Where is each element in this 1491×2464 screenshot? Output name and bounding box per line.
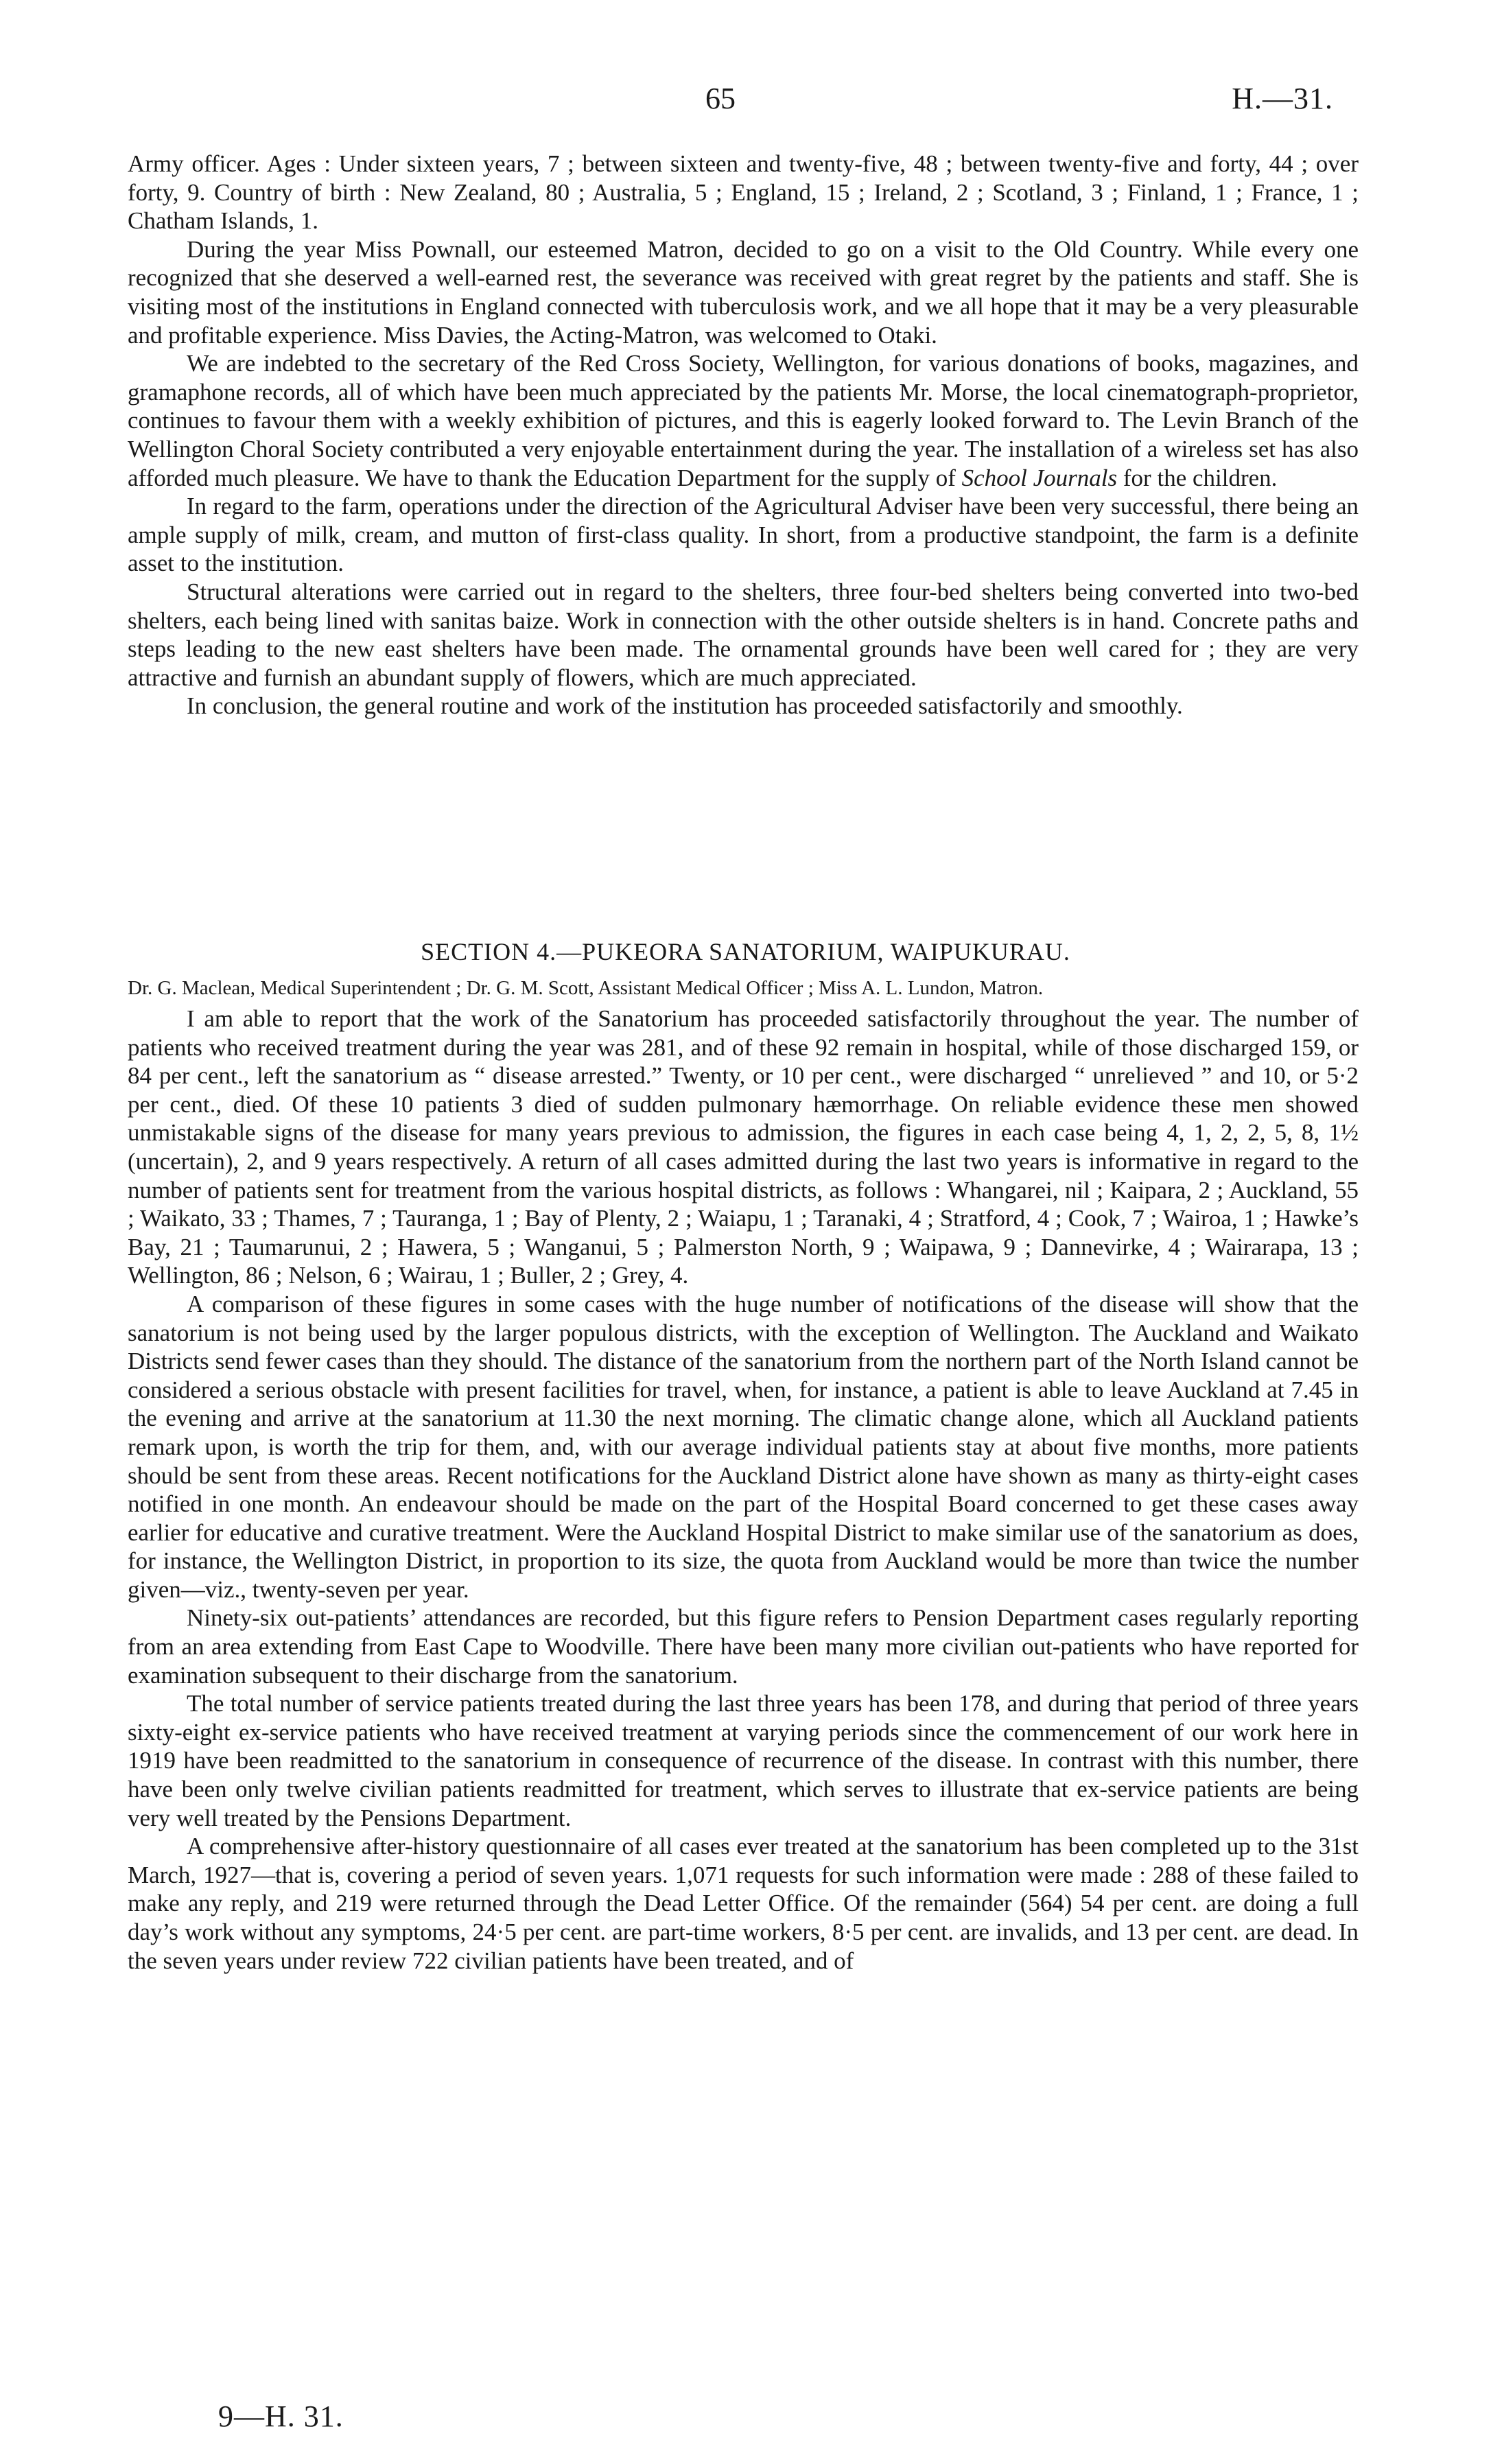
paragraph: Structural alterations were carried out in regard to the shelters, three four-bed shelters being converted into two-bed shelters, each being lined with sanitas baize. Work in connection with the other outside shelters is in hand. Concrete paths and steps leading to the new east shelters have been made. The ornamental grounds have been well cared for ; they are very attractive and furnish an abundant supply of flowers, which are much appreciated. <box>128 578 1359 691</box>
paragraph: A comparison of these figures in some cases with the huge number of notifications of the disease will show that the sanatorium is not being used by the larger populous districts, with the exception of Wellington. The Auckland and Waikato Districts send fewer cases than they should. The distance of the sanatorium from the northern part of the North Island cannot be considered a serious obstacle with present facilities for travel, when, for instance, a patient is able to leave Auckland at 7.45 in the evening and arrive at the sanatorium at 11.30 the next morning. The climatic change alone, which all Auckland patients remark upon, is worth the trip for them, and, with our average individual patients stay at about five months, more patients should be sent from these areas. Recent notifications for the Auckland District alone have shown as many as thirty-eight cases notified in one month. An endeavour should be made on the part of the Hospital Board concerned to get these cases away earlier for educative and curative treatment. Were the Auckland Hospital District to make similar use of the sanatorium as does, for instance, the Wellington District, in proportion to its size, the quota from Auckland would be more than twice the number given—viz., twenty-seven per year. <box>128 1290 1359 1603</box>
paragraph: I am able to report that the work of the Sanatorium has proceeded satisfactorily throughout the year. The number of patients who received treatment during the year was 281, and of these 92 remain in hospital, while of those discharged 159, or 84 per cent., left the sanatorium as “ disease arrested.” Twenty, or 10 per cent., were discharged “ unrelieved ” and 10, or 5·2 per cent., died. Of these 10 patients 3 died of sudden pulmonary hæmorrhage. On reliable evidence these men showed unmistakable signs of the disease for many years previous to admission, the figures in each case being 4, 1, 2, 2, 5, 8, 1½ (uncertain), 2, and 9 years respectively. A return of all cases admitted during the last two years is informative in regard to the number of patients sent for treatment from the various hospital districts, as follows : Whangarei, nil ; Kaipara, 2 ; Auckland, 55 ; Waikato, 33 ; Thames, 7 ; Tauranga, 1 ; Bay of Plenty, 2 ; Waiapu, 1 ; Taranaki, 4 ; Stratford, 4 ; Cook, 7 ; Wairoa, 1 ; Hawke’s Bay, 21 ; Taumarunui, 2 ; Hawera, 5 ; Wanganui, 5 ; Palmerston North, 9 ; Waipawa, 9 ; Dannevirke, 4 ; Wairarapa, 13 ; Wellington, 86 ; Nelson, 6 ; Wairau, 1 ; Buller, 2 ; Grey, 4. <box>128 1005 1359 1289</box>
paragraph <box>128 349 1359 492</box>
paragraph: Ninety-six out-patients’ attendances are recorded, but this figure refers to Pension Department cases regularly reporting from an area extending from East Cape to Woodville. There have been many more civilian out-patients who have reported for examination subsequent to their discharge from the sanatorium. <box>128 1604 1359 1689</box>
document-reference: H.—31. <box>1232 82 1333 115</box>
printer-signature: 9—H. 31. <box>218 2400 344 2433</box>
paragraph: In conclusion, the general routine and work of the institution has proceeded satisfactorily and smoothly. <box>187 692 1183 720</box>
pukeora-report <box>128 1005 1359 1975</box>
staff-line: Dr. G. Maclean, Medical Superintendent ; Dr. G. M. Scott, Assistant Medical Officer ; Miss A. L. Lundon, Matron. <box>128 977 1044 999</box>
paragraph: In regard to the farm, operations under the direction of the Agricultural Adviser have been very successful, there being an ample supply of milk, cream, and mutton of first-class quality. In short, from a productive standpoint, the farm is a definite asset to the institution. <box>128 493 1359 577</box>
paragraph: The total number of service patients treated during the last three years has been 178, and during that period of three years sixty-eight ex-service patients who have received treatment at varying periods since the commencement of our work here in 1919 have been readmitted to the sanatorium in consequence of recurrence of the disease. In contrast with this number, there have been only twelve civilian patients readmitted for treatment, which serves to illustrate that ex-service patients are being very well treated by the Pensions Department. <box>128 1690 1359 1831</box>
paragraph-text: We are indebted to the secretary of the Red Cross Society, Wellington, for various donations of books, magazines, and gramaphone records, all of which have been much appreciated by the patients Mr. Morse, the local cinematograph-proprietor, continues to favour them with a weekly exhibition of pictures, and this is eagerly looked forward to. The Levin Branch of the Wellington Choral Society contributed a very enjoyable entertainment during the year. The installation of a wireless set has also afforded much pleasure. We have to thank the Education Department for the supply of <box>128 350 1359 491</box>
section-heading: SECTION 4.—PUKEORA SANATORIUM, WAIPUKURAU. <box>421 938 1070 965</box>
paragraph: A comprehensive after-history questionnaire of all cases ever treated at the sanatorium has been completed up to the 31st March, 1927—that is, covering a period of seven years. 1,071 requests for such information were made : 288 of these failed to make any reply, and 219 were returned through the Dead Letter Office. Of the remainder (564) 54 per cent. are doing a full day’s work without any symptoms, 24·5 per cent. are part-time workers, 8·5 per cent. are invalids, and 13 per cent. are dead. In the seven years under review 722 civilian patients have been treated, and of <box>128 1833 1359 1974</box>
italic-publication-title: School Journals <box>961 464 1118 491</box>
paragraph-tail: for the children. <box>1117 464 1278 491</box>
page-number: 65 <box>705 82 736 115</box>
paragraph: Army officer. Ages : Under sixteen years, 7 ; between sixteen and twenty-five, 48 ; between twenty-five and forty, 44 ; over forty, 9. Country of birth : New Zealand, 80 ; Australia, 5 ; England, 15 ; Ireland, 2 ; Scotland, 3 ; Finland, 1 ; France, 1 ; Chatham Islands, 1. <box>128 150 1359 235</box>
otaki-report-continuation <box>128 150 1359 720</box>
paragraph: During the year Miss Pownall, our esteemed Matron, decided to go on a visit to the Old Country. While every one recognized that she deserved a well-earned rest, the severance was received with great regret by the patients and staff. She is visiting most of the institutions in England connected with tuberculosis work, and we all hope that it may be a very pleasurable and profitable experience. Miss Davies, the Acting-Matron, was welcomed to Otaki. <box>128 235 1359 349</box>
